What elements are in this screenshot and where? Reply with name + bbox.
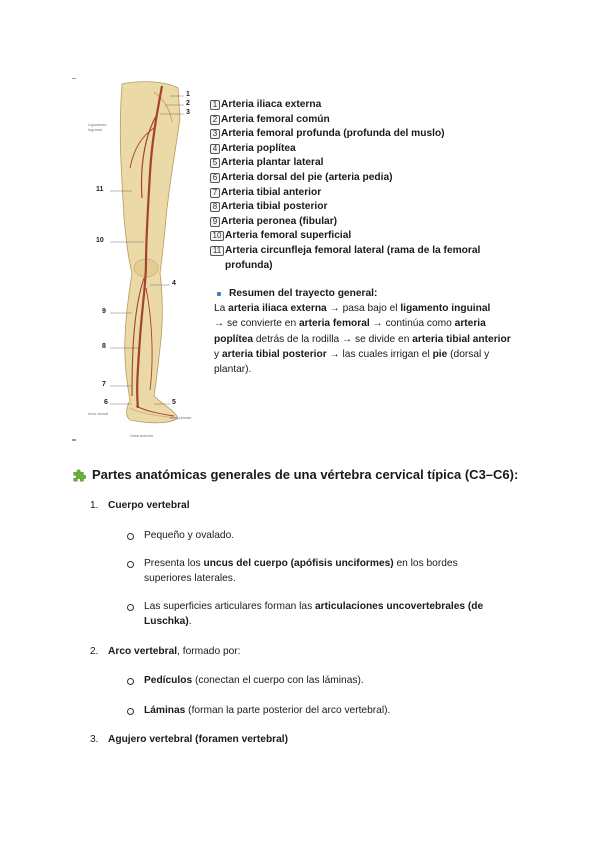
list-number: 3. bbox=[90, 734, 99, 745]
figure-number-6: 6 bbox=[104, 399, 108, 406]
summary-title bbox=[212, 286, 512, 301]
number-badge: 4 bbox=[210, 144, 220, 154]
figure-number-5: 5 bbox=[172, 399, 176, 406]
summary-bold-text: arteria femoral bbox=[298, 318, 370, 330]
summary-text: → las cuales irrigan el bbox=[326, 348, 433, 360]
legend-item bbox=[210, 171, 510, 186]
legend-item bbox=[210, 127, 510, 142]
legend-item bbox=[210, 186, 510, 201]
label-vista-anterior: Vista anterior bbox=[130, 433, 154, 438]
legend-text: Arteria tibial anterior bbox=[221, 186, 322, 198]
summary-bold-text: pie bbox=[432, 348, 448, 360]
label-arco-dorsal: Arco dorsal bbox=[88, 411, 109, 416]
legend-item bbox=[210, 229, 510, 244]
summary-title-text: Resumen del trayecto general: bbox=[229, 288, 378, 299]
number-badge: 1 bbox=[210, 100, 220, 110]
leg-silhouette bbox=[120, 82, 180, 423]
list-item-title-rest: , formado por: bbox=[177, 646, 241, 657]
legend-text: Arteria circunfleja femoral lateral (rama de la femoral profunda) bbox=[225, 244, 481, 271]
summary-bold-text: arteria iliaca externa bbox=[228, 303, 327, 315]
sub-item-text: Presenta los uncus del cuerpo (apófisis unciformes) en los bordes superiores laterales. bbox=[144, 558, 458, 584]
summary-bold-text: arteria tibial posterior bbox=[221, 348, 327, 360]
summary-bold-text: arteria tibial anterior bbox=[412, 333, 511, 345]
figure-number-9: 9 bbox=[102, 308, 106, 315]
sub-item-text: Las superficies articulares forman las articulaciones uncovertebrales (de Luschka). bbox=[144, 601, 484, 627]
legend-item bbox=[210, 156, 510, 171]
number-badge: 1͏1 bbox=[210, 246, 224, 256]
list-item-title: Arco vertebral bbox=[108, 646, 178, 657]
figure-number-2: 2 bbox=[186, 100, 190, 107]
list-item-arco-vertebral bbox=[90, 646, 241, 657]
legend-item bbox=[210, 215, 510, 230]
number-badge: 8 bbox=[210, 202, 220, 212]
figure-number-8: 8 bbox=[102, 343, 106, 350]
legend-item bbox=[210, 244, 510, 273]
legend-text: Arteria poplítea bbox=[221, 142, 296, 154]
sub-item-text: Pequeño y ovalado. bbox=[144, 530, 235, 541]
figure-number-3: 3 bbox=[186, 109, 190, 116]
list-number: 2. bbox=[90, 646, 99, 657]
legend-text: Arteria iliaca externa bbox=[221, 99, 322, 110]
legend-text: Arteria peronea (fibular) bbox=[221, 215, 338, 227]
route-summary bbox=[212, 286, 512, 377]
legend-item bbox=[210, 142, 510, 157]
sub-list-item bbox=[127, 674, 507, 689]
legend-text: Arteria femoral profunda (profunda del muslo) bbox=[221, 128, 445, 140]
summary-body bbox=[212, 301, 512, 377]
legend-item bbox=[210, 200, 510, 215]
diamond-bullet-icon bbox=[217, 292, 221, 296]
number-badge: 3 bbox=[210, 129, 220, 139]
list-number: 1. bbox=[90, 500, 99, 511]
legend-item bbox=[210, 98, 510, 113]
leg-arteries-figure bbox=[70, 78, 210, 443]
number-badge: 7 bbox=[210, 188, 220, 198]
legend-text: Arteria femoral común bbox=[221, 113, 330, 125]
figure-number-10: 10 bbox=[96, 237, 104, 244]
list-item-agujero-vertebral bbox=[90, 734, 288, 745]
section-title-text: Partes anatómicas generales de una vértebra cervical típica (C3–C6): bbox=[92, 467, 519, 482]
section-heading bbox=[72, 467, 518, 482]
summary-bold-text: arteria poplítea bbox=[214, 318, 486, 345]
sub-list-item bbox=[127, 704, 507, 719]
list-item-cuerpo-vertebral bbox=[90, 500, 190, 511]
figure-number-11: 11 bbox=[96, 186, 104, 193]
label-ligamento-inguinal: Ligamento inguinal bbox=[88, 122, 107, 132]
summary-text: detrás de la rodilla → se divide en bbox=[253, 333, 413, 345]
artery-legend bbox=[210, 98, 510, 273]
number-badge: 1͏0 bbox=[210, 231, 224, 241]
legend-text: Arteria dorsal del pie (arteria pedia) bbox=[221, 171, 393, 183]
number-badge: 2 bbox=[210, 115, 220, 125]
legend-text: Arteria plantar lateral bbox=[221, 157, 324, 169]
figure-number-4: 4 bbox=[172, 280, 176, 287]
summary-bold-text: ligamento inguinal bbox=[400, 303, 491, 315]
summary-text: (dorsal y plantar). bbox=[214, 348, 490, 376]
figure-number-7: 7 bbox=[102, 381, 106, 388]
legend-text: Arteria tibial posterior bbox=[221, 201, 328, 213]
circle-bullet-icon bbox=[127, 561, 134, 568]
number-badge: 9 bbox=[210, 217, 220, 227]
list-item-title: Cuerpo vertebral bbox=[108, 500, 190, 511]
label-arco-plantar: Arco plantar bbox=[170, 415, 192, 420]
circle-bullet-icon bbox=[127, 533, 134, 540]
number-badge: 5 bbox=[210, 158, 220, 168]
legend-item bbox=[210, 113, 510, 128]
summary-text: y bbox=[214, 348, 222, 360]
summary-text: → pasa bajo el bbox=[326, 303, 401, 315]
sub-item-text: Láminas (forman la parte posterior del arco vertebral). bbox=[144, 705, 391, 716]
sub-list-item bbox=[127, 600, 507, 629]
sub-item-text: Pedículos (conectan el cuerpo con las láminas). bbox=[144, 675, 364, 686]
figure-number-1: 1 bbox=[186, 91, 190, 98]
sub-list-item bbox=[127, 557, 507, 586]
summary-text: → se convierte en bbox=[214, 318, 299, 330]
list-item-title: Agujero vertebral (foramen vertebral) bbox=[108, 734, 289, 745]
summary-text: La bbox=[214, 303, 229, 315]
legend-text: Arteria femoral superficial bbox=[225, 230, 352, 242]
summary-text: → continúa como bbox=[369, 318, 455, 330]
number-badge: 6 bbox=[210, 173, 220, 183]
sub-list-item bbox=[127, 529, 507, 544]
leg-illustration bbox=[70, 78, 210, 443]
circle-bullet-icon bbox=[127, 678, 134, 685]
circle-bullet-icon bbox=[127, 708, 134, 715]
circle-bullet-icon bbox=[127, 604, 134, 611]
puzzle-icon bbox=[72, 468, 86, 482]
